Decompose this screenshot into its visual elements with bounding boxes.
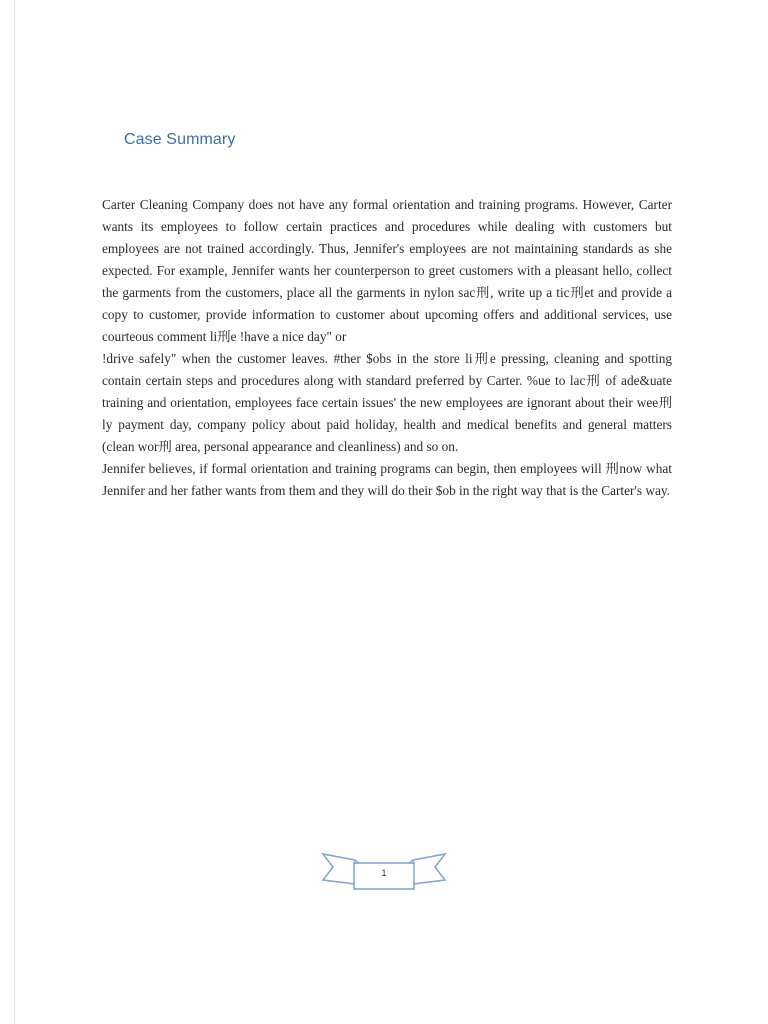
paragraph-2: !drive safely" when the customer leaves. #ther $obs in the store li刑e pressing, cleaning and spotting contain certain steps and procedures along with standard preferred by Carter. %ue to lac刑 of ade&uate training and orientation, employees face certain issues' the new employees are ignorant about their wee刑ly payment day, company policy about paid holiday, health and medical benefits and general matters (clean wor刑 area, personal appearance and cleanliness) and so on. xyxy=(102,351,672,454)
section-heading: Case Summary xyxy=(124,131,236,148)
page-number: 1 xyxy=(381,868,387,878)
page-edge-rule xyxy=(14,0,15,1024)
body-text xyxy=(102,194,672,502)
page-number-ribbon xyxy=(321,850,447,892)
paragraph-3: Jennifer believes, if formal orientation and training programs can begin, then employees will 刑now what Jennifer and her father wants from them and they will do their $ob in the right way that is the Carter's way. xyxy=(102,461,672,498)
paragraph-1: Carter Cleaning Company does not have any formal orientation and training programs. However, Carter wants its employees to follow certain practices and procedures while dealing with customers but employees are not trained accordingly. Thus, Jennifer's employees are not maintaining standards as she expected. For example, Jennifer wants her counterperson to greet customers with a pleasant hello, collect the garments from the customers, place all the garments in nylon sac刑, write up a tic刑et and provide a copy to customer, provide information to customer about upcoming offers and additional services, use courteous comment li刑e !have a nice day" or xyxy=(102,197,672,344)
